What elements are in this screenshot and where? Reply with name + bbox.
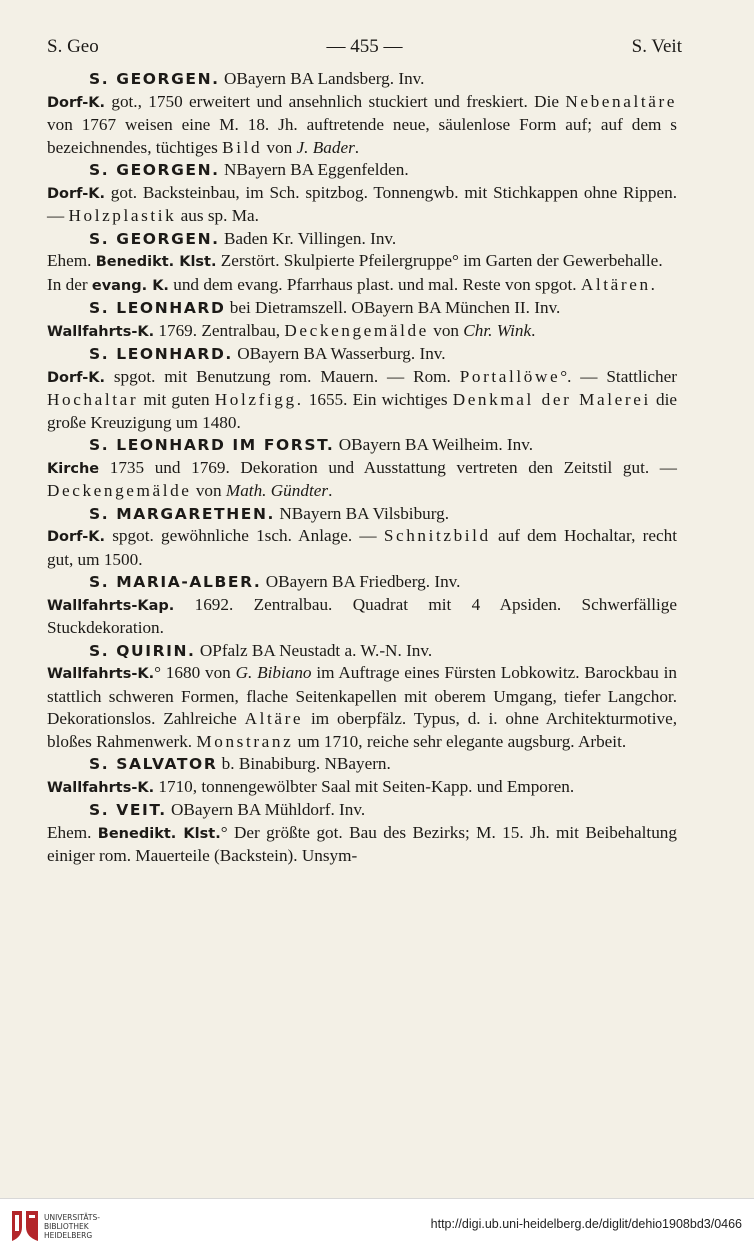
entry-s-georgen-villingen: S. GEORGEN. Baden Kr. Villingen. Inv. Ehem. Benedikt. Klst. Zerstört. Skulpierte Pfeilergruppe° im Garten der Gewerbehalle. In der evang. K. und dem evang. Pfarrhaus plast. und mal. Reste von spgot. Altären. [47,228,663,294]
entry-s-georgen-eggenfelden: S. GEORGEN. NBayern BA Eggenfelden. Dorf-K. got. Backsteinbau, im Sch. spitzbog. Tonnengwb. mit Stichkappen ohne Rippen. — Holzplastik aus sp. Ma. [47,160,677,225]
page-body [47,68,677,868]
header-left: S. Geo [47,36,99,57]
entry-keyword: Wallfahrts-K. [47,323,155,340]
entry-keyword: evang. K. [91,277,169,294]
running-header [47,34,682,60]
entry-place: S. GEORGEN. [89,161,220,179]
entry-s-margarethen: S. MARGARETHEN. NBayern BA Vilsbiburg. Dorf-K. spgot. gewöhnliche 1sch. Anlage. — Schnitzbild auf dem Hochaltar, recht gut, um 1500. [47,503,677,569]
entry-keyword: Kirche [47,460,100,477]
library-name: UNIVERSITÄTS- BIBLIOTHEK HEIDELBERG [44,1213,100,1240]
entry-keyword: Benedikt. Klst. [97,825,221,842]
entry-s-salvator: S. SALVATOR b. Binabiburg. NBayern. Wallfahrts-K. 1710, tonnengewölbter Saal mit Seiten-Kapp. und Emporen. [47,754,575,796]
entry-keyword: Wallfahrts-K. [47,666,155,682]
entry-s-maria-alber: S. MARIA-ALBER. OBayern BA Friedberg. Inv. Wallfahrts-Kap. 1692. Zentralbau. Quadrat mit 4 Apsiden. Schwerfällige Stuckdekoration. [47,572,677,637]
entry-s-quirin: S. QUIRIN. OPfalz BA Neustadt a. W.-N. Inv. Wallfahrts-K.° 1680 von G. Bibiano im Auftrage eines Fürsten Lobkowitz. Barockbau in stattlich schweren Formen, flache Seitenkapellen mit oberem Umgang, tiefer Langchor. Dekorationslos. Zahlreiche Altäre im oberpfälz. Typus, d. i. ohne Architekturmotive, bloßes Rahmenwerk. Monstranz um 1710, reiche sehr elegante augsburg. Arbeit. [47,640,678,751]
entry-keyword: Dorf-K. [47,369,105,386]
entry-place: S. LEONHARD. [89,345,233,363]
entry-keyword: Dorf-K. [47,529,105,545]
viewer-footer [0,1198,754,1254]
university-library-logo-icon [8,1207,42,1245]
entry-s-veit: S. VEIT. OBayern BA Mühldorf. Inv. Ehem. Benedikt. Klst.° Der größte got. Bau des Bezirks; M. 15. Jh. mit Beibehaltung einiger rom. Mauerteile (Backstein). Unsym- [47,800,677,865]
entry-keyword: Dorf-K. [47,94,105,111]
entry-keyword: Benedikt. Klst. [95,254,217,270]
entry-place: S. LEONHARD IM FORST. [89,436,335,454]
entry-s-leonhard-im-forst: S. LEONHARD IM FORST. OBayern BA Weilheim. Inv. Kirche 1735 und 1769. Dekoration und Ausstattung vertreten den Zeitstil gut. — Deckengemälde von Math. Gündter. [47,435,677,500]
entry-keyword: Wallfahrts-Kap. [47,597,175,614]
entry-s-leonhard-dietramszell: S. LEONHARD bei Dietramszell. OBayern BA München II. Inv. Wallfahrts-K. 1769. Zentralbau, Deckengemälde von Chr. Wink. [47,298,561,340]
entry-place: S. SALVATOR [89,755,218,773]
page-number: — 455 — [326,36,403,57]
entry-place: S. GEORGEN. [89,229,220,248]
source-url-link[interactable]: http://digi.ub.uni-heidelberg.de/diglit/dehio1908bd3/0466 [430,1217,742,1231]
header-right: S. Veit [631,36,682,57]
entry-s-georgen-landsberg: S. GEORGEN. OBayern BA Landsberg. Inv. Dorf-K. got., 1750 erweitert und ansehnlich stuckiert und freskiert. Die Nebenaltäre von 1767 weisen eine M. 18. Jh. auftretende neue, säulenlose Form auf; auf dem s bezeichnendes, tüchtiges Bild von J. Bader. [47,69,677,157]
entry-place: S. LEONHARD [89,299,226,317]
entry-place: S. QUIRIN. [89,641,196,660]
entry-s-leonhard-wasserburg: S. LEONHARD. OBayern BA Wasserburg. Inv. Dorf-K. spgot. mit Benutzung rom. Mauern. — Rom. Portallöwe°. — Stattlicher Hochaltar mit guten Holzfigg. 1655. Ein wichtiges Denkmal der Malerei die große Kreuzigung um 1480. [47,344,677,432]
entry-place: S. VEIT. [89,801,167,819]
entry-keyword: Dorf-K. [47,185,105,202]
entry-keyword: Wallfahrts-K. [47,779,155,796]
entry-place: S. GEORGEN. [89,70,220,88]
entry-place: S. MARGARETHEN. [89,504,276,523]
entry-place: S. MARIA-ALBER. [89,573,262,591]
